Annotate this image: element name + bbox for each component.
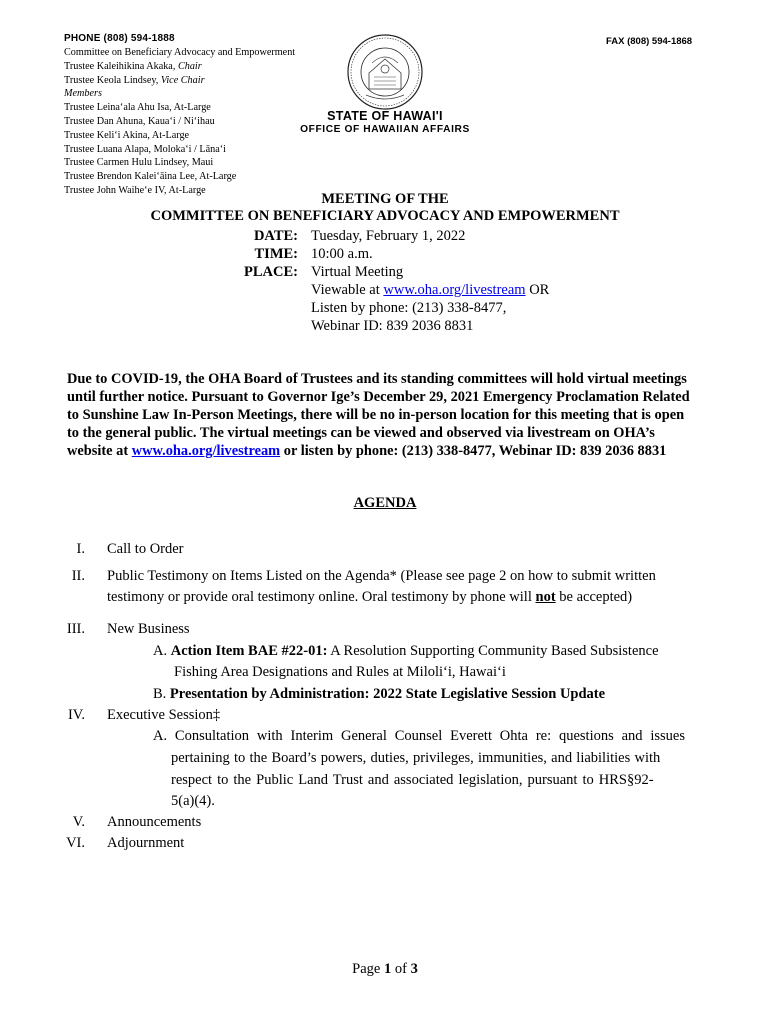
time-value: 10:00 a.m.: [311, 246, 373, 262]
webinar-line: Webinar ID: 839 2036 8831: [311, 318, 474, 334]
agenda-subitem-consultation-cont: 5(a)(4).: [171, 793, 215, 809]
roster-line: Trustee Dan Ahuna, Kauaʻi / Niʻihau: [64, 115, 215, 127]
date-label: DATE:: [253, 228, 298, 244]
agenda-item-executive-session: Executive Session‡: [107, 707, 221, 723]
agenda-number: I.: [76, 541, 85, 557]
roster-line: Trustee Leinaʻala Ahu Isa, At-Large: [64, 102, 211, 114]
meeting-title-line2: COMMITTEE ON BENEFICIARY ADVOCACY AND EMPOWERMENT: [150, 208, 620, 224]
page-number: Page 1 of 3: [352, 961, 418, 977]
notice-livestream-link[interactable]: www.oha.org/livestream: [131, 443, 281, 460]
roster-line: Trustee John Waiheʻe IV, At-Large: [64, 184, 206, 196]
viewable-line: Viewable at www.oha.org/livestream OR: [311, 282, 550, 298]
agenda-number: VI.: [66, 835, 85, 851]
agenda-item-call-to-order: Call to Order: [107, 541, 184, 557]
time-label: TIME:: [254, 246, 298, 262]
roster-line: Committee on Beneficiary Advocacy and Empowerment: [64, 47, 296, 58]
roster-line: Trustee Carmen Hulu Lindsey, Maui: [64, 157, 214, 169]
covid-notice: Due to COVID-19, the OHA Board of Trustees and its standing committees will hold virtual meetings until further notice. Pursuant to Governor Ige’s December 29, 2021 Emergency Proclamation Related to Sunshine Law In-Person Meetings, there will be no in-person location for this meeting that is open to the general public. The virtual meetings can be viewed and observed via livestream on OHA’s website at www.oha.org/livestream or listen by phone: (213) 338-8477, Webinar ID: 839 2036 8831: [67, 371, 690, 460]
place-label: PLACE:: [244, 264, 298, 280]
roster-line: Trustee Brendon Kaleiʻāina Lee, At-Large: [64, 171, 237, 183]
agenda-number: II.: [71, 568, 85, 584]
roster-line: Trustee Keola Lindsey, Vice Chair: [64, 74, 205, 86]
agenda-number: IV.: [67, 707, 85, 723]
state-name: STATE OF HAWAI'I: [327, 109, 443, 123]
agenda-item-public-testimony: Public Testimony on Items Listed on the Agenda* (Please see page 2 on how to submit written: [107, 568, 656, 584]
roster-line: Members: [64, 88, 102, 100]
agenda-subitem-consultation-cont: pertaining to the Board’s powers, duties, privileges, immunities, and liabilities with: [171, 750, 661, 766]
date-value: Tuesday, February 1, 2022: [311, 228, 466, 244]
phone-number: PHONE (808) 594-1888: [64, 33, 175, 44]
office-name: OFFICE OF HAWAIIAN AFFAIRS: [300, 124, 470, 135]
agenda-number: V.: [72, 814, 85, 830]
agenda-subitem-consultation: A. Consultation with Interim General Counsel Everett Ohta re: questions and issues: [153, 728, 685, 744]
fax-number: FAX (808) 594-1868: [606, 36, 693, 47]
agenda-item-adjournment: Adjournment: [107, 835, 185, 851]
roster-line: Trustee Keliʻi Akina, At-Large: [64, 129, 190, 141]
agenda-subitem-action-item: A. Action Item BAE #22-01: A Resolution Supporting Community Based Subsistence: [153, 643, 659, 659]
agenda-subitem-presentation: B. Presentation by Administration: 2022 State Legislative Session Update: [153, 686, 606, 702]
meeting-title-line1: MEETING OF THE: [321, 191, 449, 207]
agenda-item-public-testimony-cont: testimony or provide oral testimony online. Oral testimony by phone will not be accepted): [107, 589, 633, 605]
agenda-subitem-consultation-cont: respect to the Public Land Trust and associated legislation, pursuant to HRS§92-: [171, 772, 654, 788]
place-value: Virtual Meeting: [311, 264, 404, 280]
agenda-subitem-action-item-cont: Fishing Area Designations and Rules at Miloliʻi, Hawaiʻi: [174, 664, 506, 680]
agenda-item-new-business: New Business: [107, 621, 190, 637]
roster-line: Trustee Kaleihikina Akaka, Chair: [64, 60, 202, 72]
roster-line: Trustee Luana Alapa, Molokaʻi / Lānaʻi: [64, 143, 227, 155]
agenda-number: III.: [66, 621, 85, 637]
livestream-link[interactable]: www.oha.org/livestream: [383, 282, 526, 298]
agenda-item-announcements: Announcements: [107, 814, 202, 830]
phone-line: Listen by phone: (213) 338-8477,: [311, 300, 507, 316]
agenda-heading: AGENDA: [353, 495, 417, 511]
